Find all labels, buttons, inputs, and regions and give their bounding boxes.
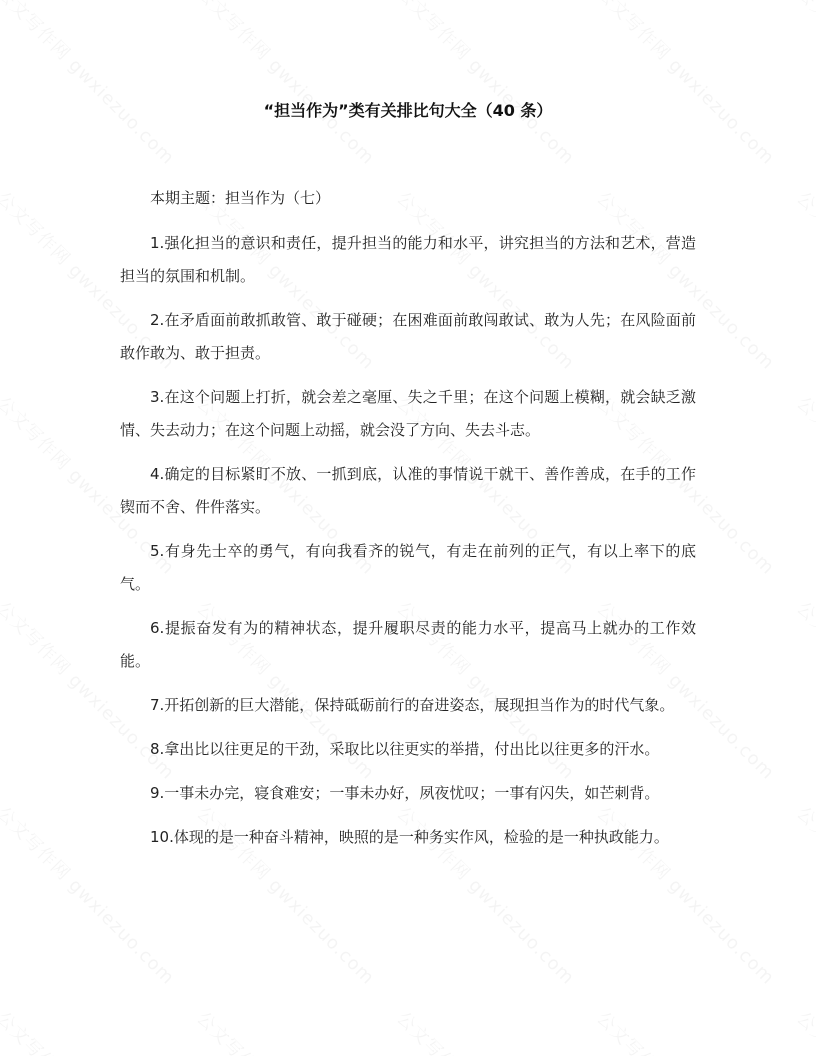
topic-line: 本期主题：担当作为（七）: [150, 189, 331, 207]
paragraph-1: 1.强化担当的意识和责任，提升担当的能力和水平，讲究担当的方法和艺术，营造担当的氛围和机制。: [120, 234, 696, 285]
document-title: “担当作为”类有关排比句大全（40 条）: [263, 101, 553, 120]
watermark-text: [792, 390, 816, 580]
watermark-text: [392, 0, 582, 170]
watermark-text: [792, 800, 816, 990]
watermark-text: [792, 0, 816, 170]
watermark-text: [592, 1005, 782, 1056]
document-body: [120, 186, 696, 865]
watermark-text: [592, 0, 782, 170]
watermark-text: [0, 1005, 181, 1056]
watermark-text: [192, 0, 382, 170]
paragraph-2: 2.在矛盾面前敢抓敢管、敢于碰硬；在困难面前敢闯敢试、敢为人先；在风险面前敢作敢为、敢于担责。: [120, 311, 696, 362]
watermark-text: [192, 1005, 382, 1056]
paragraph-9: 9.一事未办完，寝食难安；一事未办好，夙夜忧叹；一事有闪失，如芒刺背。: [150, 784, 660, 802]
paragraph-10: 10.体现的是一种奋斗精神，映照的是一种务实作风，检验的是一种执政能力。: [150, 828, 669, 846]
watermark-text: [792, 185, 816, 375]
paragraph-6: 6.提振奋发有为的精神状态，提升履职尽责的能力水平，提高马上就办的工作效能。: [120, 619, 696, 670]
watermark-text: [392, 1005, 582, 1056]
watermark-text: [792, 1005, 816, 1056]
paragraph-7: 7.开拓创新的巨大潜能，保持砥砺前行的奋进姿态，展现担当作为的时代气象。: [150, 696, 675, 714]
paragraph-4: 4.确定的目标紧盯不放、一抓到底，认准的事情说干就干、善作善成，在手的工作锲而不舍、件件落实。: [120, 465, 696, 516]
watermark-text: [792, 595, 816, 785]
paragraph-8: 8.拿出比以往更足的干劲，采取比以往更实的举措，付出比以往更多的汗水。: [150, 740, 660, 758]
watermark-text: [0, 0, 181, 170]
paragraph-5: 5.有身先士卒的勇气，有向我看齐的锐气，有走在前列的正气，有以上率下的底气。: [120, 542, 696, 593]
paragraph-3: 3.在这个问题上打折，就会差之毫厘、失之千里；在这个问题上模糊，就会缺乏激情、失去动力；在这个问题上动摇，就会没了方向、失去斗志。: [120, 388, 696, 439]
